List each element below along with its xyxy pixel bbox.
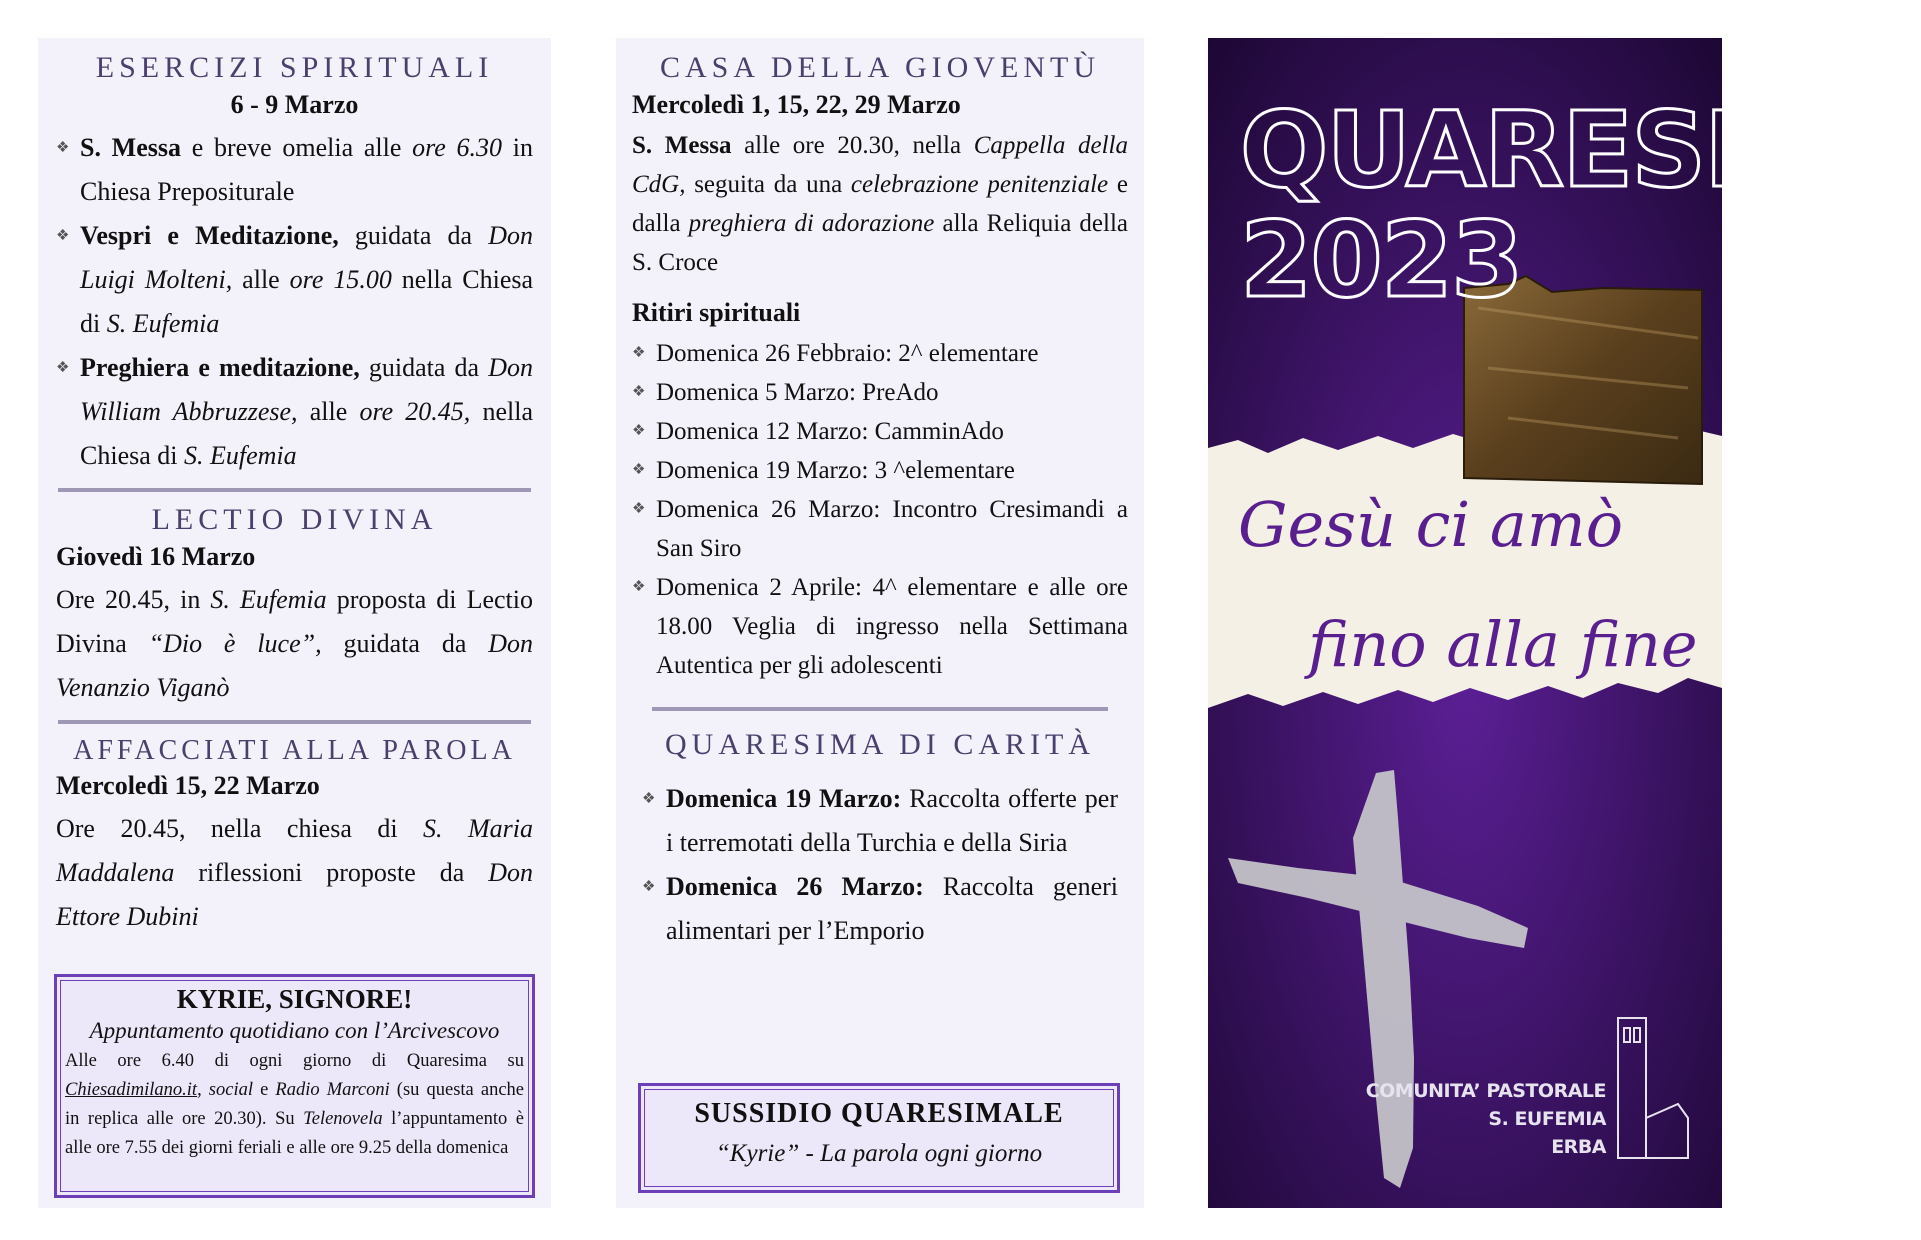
chiesadimilano-link[interactable]: Chiesadimilano.it bbox=[65, 1080, 198, 1100]
list-item: ❖ Domenica 2 Aprile: 4^ elementare e alle ore 18.00 Veglia di ingresso nella Settimana Autentica per gli adolescenti bbox=[632, 568, 1128, 685]
divider bbox=[58, 488, 531, 492]
affacciati-title: AFFACCIATI ALLA PAROLA bbox=[73, 734, 516, 766]
list-item: ❖ Domenica 26 Febbraio: 2^ elementare bbox=[632, 334, 1128, 373]
list-item: ❖ Domenica 12 Marzo: CamminAdo bbox=[632, 412, 1128, 451]
ritiri-list bbox=[632, 334, 1128, 685]
kyrie-box bbox=[54, 974, 535, 1198]
sussidio-box bbox=[638, 1083, 1120, 1193]
cover-panel bbox=[1208, 38, 1921, 1208]
list-item: ❖ Vespri e Meditazione, guidata da Don Luigi Molteni, alle ore 15.00 nella Chiesa di S. Eufemia bbox=[56, 214, 533, 346]
cover-org-line1: COMUNITA’ PASTORALE bbox=[1365, 1080, 1606, 1102]
casa-title: CASA DELLA GIOVENTÙ bbox=[660, 51, 1100, 84]
panel-middle bbox=[616, 38, 1144, 1208]
kyrie-text: Alle ore 6.40 di ogni giorno di Quaresima su Chiesadimilano.it, social e Radio Marconi (su questa anche in replica alle ore 20.30). Su Telenovela l’appuntamento è alle ore 7.55 dei giorni feriali e alle ore 9.25 della domenica bbox=[65, 1051, 524, 1158]
list-item: ❖ Preghiera e meditazione, guidata da Don William Abbruzzese, alle ore 20.45, nella Chiesa di S. Eufemia bbox=[56, 346, 533, 478]
list-item: ❖ S. Messa e breve omelia alle ore 6.30 in Chiesa Prepositurale bbox=[56, 126, 533, 214]
cover-title: QUARESIMA bbox=[1240, 89, 1921, 211]
esercizi-date: 6 - 9 Marzo bbox=[230, 90, 359, 119]
panel-left bbox=[38, 38, 551, 1208]
cover-year: 2023 bbox=[1240, 199, 1522, 321]
kyrie-subtitle: Appuntamento quotidiano con l’Arcivescovo bbox=[89, 1018, 500, 1043]
esercizi-title: ESERCIZI SPIRITUALI bbox=[95, 51, 494, 84]
ritiri-title: Ritiri spirituali bbox=[632, 297, 801, 327]
lectio-date: Giovedì 16 Marzo bbox=[56, 541, 256, 571]
kyrie-title: KYRIE, SIGNORE! bbox=[176, 984, 413, 1014]
carita-title: QUARESIMA DI CARITÀ bbox=[664, 727, 1095, 761]
divider bbox=[58, 720, 531, 724]
lectio-text: Ore 20.45, in S. Eufemia proposta di Lectio Divina “Dio è luce”, guidata da Don Venanzio Viganò bbox=[56, 584, 533, 702]
affacciati-date: Mercoledì 15, 22 Marzo bbox=[56, 771, 320, 801]
list-item: ❖ Domenica 26 Marzo: Raccolta generi alimentari per l’Emporio bbox=[642, 865, 1118, 953]
cover-script-line1: Gesù ci amò bbox=[1238, 488, 1624, 561]
carita-list bbox=[632, 777, 1128, 953]
list-item: ❖ Domenica 19 Marzo: Raccolta offerte per i terremotati della Turchia e della Siria bbox=[642, 777, 1118, 865]
cover-org-line2: S. EUFEMIA bbox=[1488, 1108, 1606, 1130]
cover-org-line3: ERBA bbox=[1551, 1136, 1606, 1158]
casa-text: S. Messa alle ore 20.30, nella Cappella della CdG, seguita da una celebrazione penitenziale e dalla preghiera di adorazione alla Reliquia della S. Croce bbox=[632, 131, 1129, 276]
list-item: ❖ Domenica 19 Marzo: 3 ^elementare bbox=[632, 451, 1128, 490]
divider bbox=[652, 707, 1108, 711]
cover-script-line2: fino alla fine bbox=[1308, 608, 1698, 681]
sussidio-title: SUSSIDIO QUARESIMALE bbox=[694, 1098, 1064, 1129]
lectio-title: LECTIO DIVINA bbox=[151, 502, 438, 536]
list-item: ❖ Domenica 26 Marzo: Incontro Cresimandi a San Siro bbox=[632, 490, 1128, 568]
affacciati-text: Ore 20.45, nella chiesa di S. Maria Maddalena riflessioni proposte da Don Ettore Dubini bbox=[56, 813, 533, 931]
list-item: ❖ Domenica 5 Marzo: PreAdo bbox=[632, 373, 1128, 412]
sussidio-subtitle: “Kyrie” - La parola ogni giorno bbox=[715, 1140, 1043, 1167]
esercizi-list bbox=[56, 126, 533, 478]
casa-date: Mercoledì 1, 15, 22, 29 Marzo bbox=[632, 90, 961, 119]
